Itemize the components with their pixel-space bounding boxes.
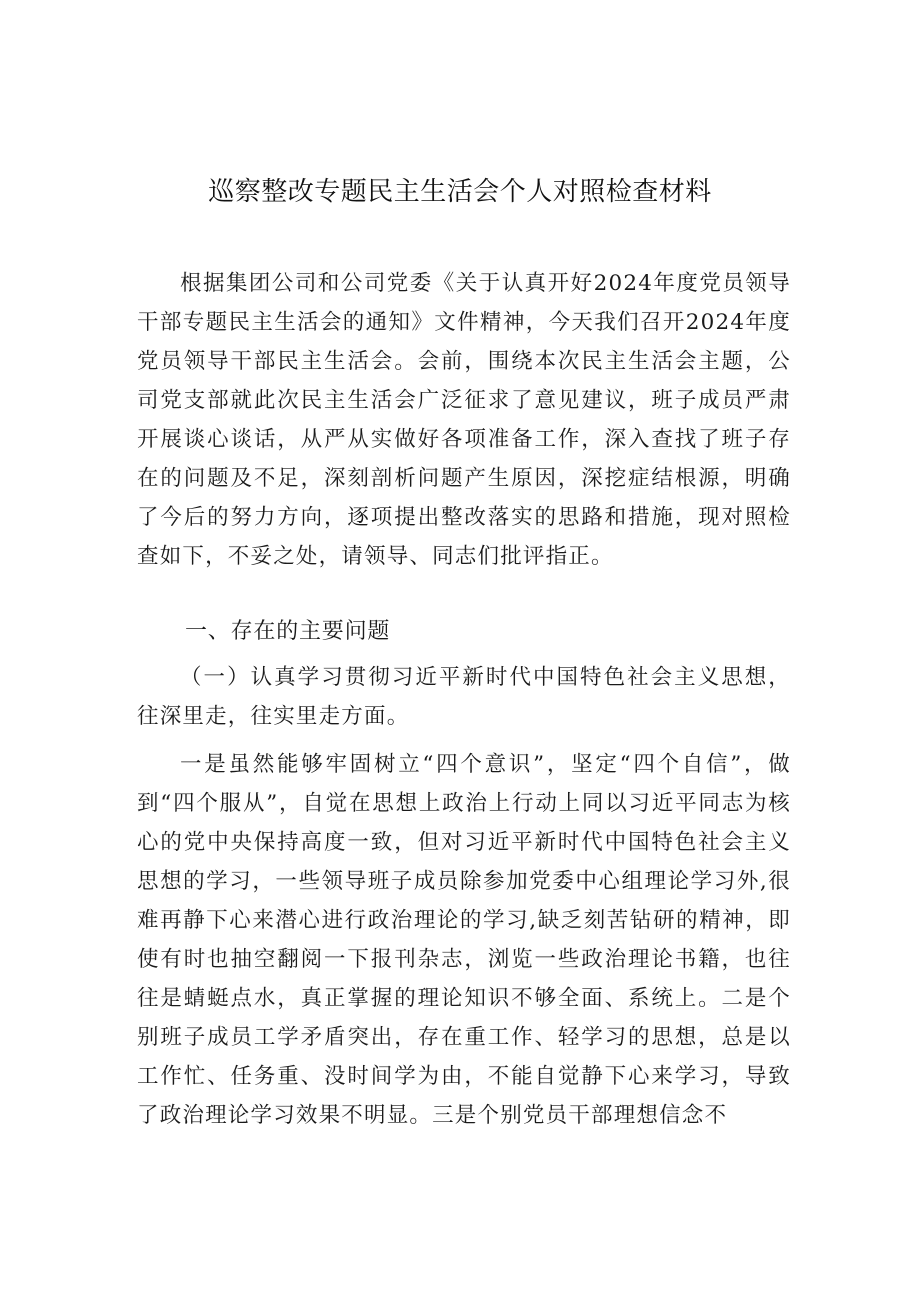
document-title: 巡察整改专题民主生活会个人对照检查材料 — [208, 177, 712, 207]
section-heading: 一、存在的主要问题 — [185, 619, 391, 644]
intro-paragraph: 根据集团公司和公司党委《关于认真开好2024年度党员领导干部专题民主生活会的通知》文件精神，今天我们召开2024年度党员领导干部民主生活会。会前，围绕本次民主生活会主题，公司党支部就此次民主生活会广泛征求了意见建议，班子成员严肃开展谈心谈话，从严从实做好各项准备工作，深入查找了班子存在的问题及不足，深刻剖析问题产生原因，深挖症结根源，明确了今后的努力方向，逐项提出整改落实的思路和措施，现对照检查如下，不妥之处，请领导、同志们批评指正。 — [137, 271, 791, 569]
subsection-heading: （一）认真学习贯彻习近平新时代中国特色社会主义思想，往深里走，往实里走方面。 — [137, 665, 791, 729]
body-paragraph: 一是虽然能够牢固树立“四个意识”，坚定“四个自信”，做到“四个服从”，自觉在思想上政治上行动上同以习近平同志为核心的党中央保持高度一致，但对习近平新时代中国特色社会主义思想的学习，一些领导班子成员除参加党委中心组理论学习外,很难再静下心来潜心进行政治理论的学习,缺乏刻苦钻研的精神，即使有时也抽空翻阅一下报刊杂志，浏览一些政治理论书籍，也往往是蜻蜓点水，真正掌握的理论知识不够全面、系统上。二是个别班子成员工学矛盾突出，存在重工作、轻学习的思想，总是以工作忙、任务重、没时间学为由，不能自觉静下心来学习，导致了政治理论学习效果不明显。三是个别党员干部理想信念不 — [137, 752, 791, 1128]
